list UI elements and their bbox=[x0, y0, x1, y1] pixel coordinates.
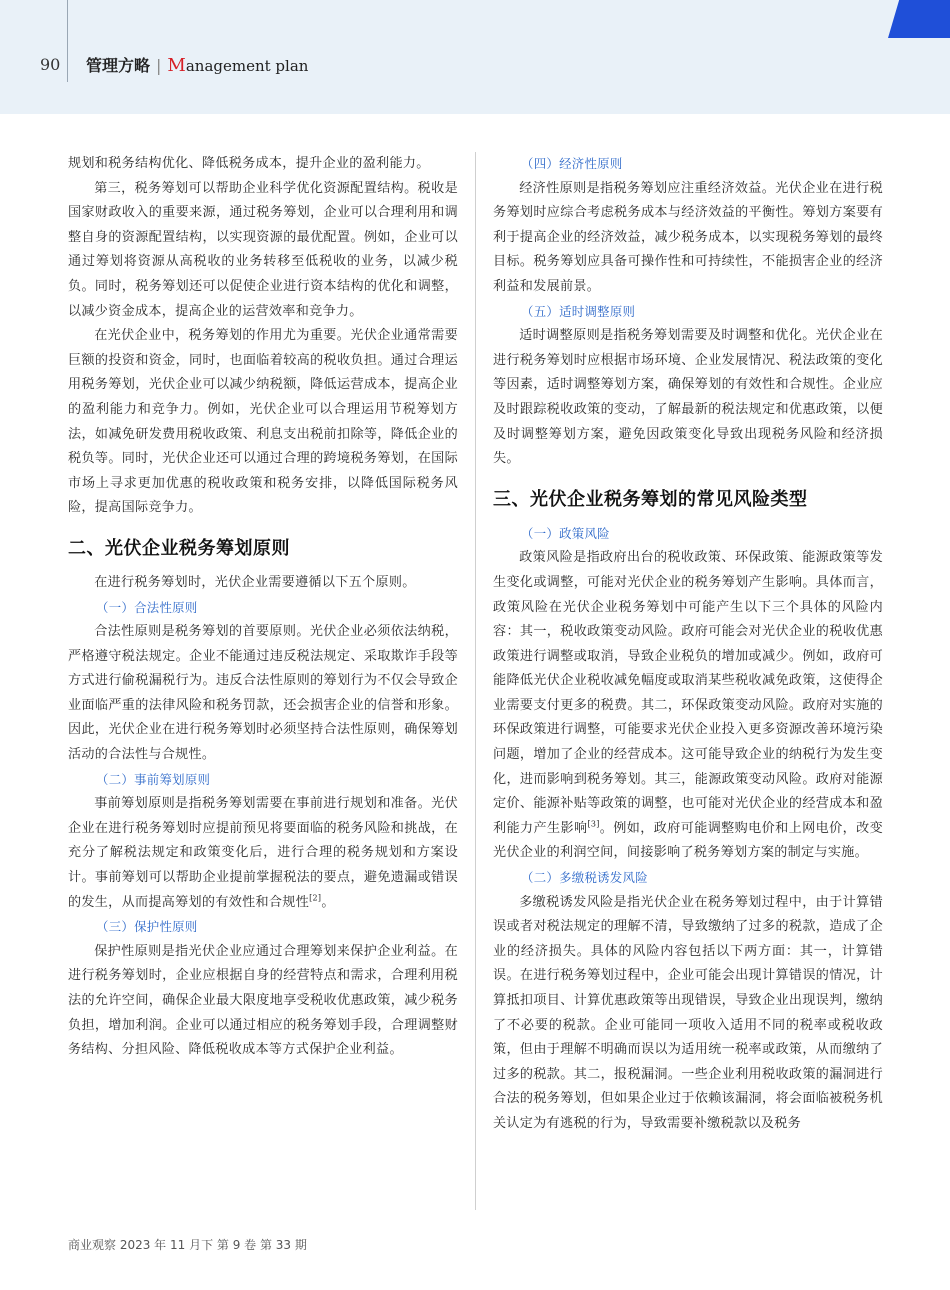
paragraph: 第三，税务筹划可以帮助企业科学优化资源配置结构。税收是国家财政收入的重要来源，通过税务筹划，企业可以合理利用和调整自身的资源配置结构，以实现资源的最优配置。例如，企业可以通过筹划将资源从高税收的业务转移至低税收的业务，以减少税负。同时，税务筹划还可以促使企业进行资本结构的优化和调整，以减少资金成本，提高企业的运营效率和竞争力。 bbox=[68, 180, 458, 319]
paragraph: 适时调整原则是指税务筹划需要及时调整和优化。光伏企业在进行税务筹划时应根据市场环境、企业发展情况、税法政策的变化等因素，适时调整筹划方案，确保筹划的有效性和合规性。企业应及时跟踪税收政策的变动，了解最新的税法规定和优惠政策，以便及时调整筹划方案，避免因政策变化导致出现税务风险和经济损失。 bbox=[493, 328, 883, 467]
subsection-heading: （四）经济性原则 bbox=[521, 156, 623, 171]
left-column bbox=[68, 152, 458, 1063]
section-heading: 三、光伏企业税务筹划的常见风险类型 bbox=[493, 488, 808, 510]
subsection-heading: （五）适时调整原则 bbox=[521, 303, 636, 319]
paragraph: 规划和税务结构优化、降低税务成本，提升企业的盈利能力。 bbox=[68, 156, 430, 171]
paragraph-text: 事前筹划原则是指税务筹划需要在事前进行规划和准备。光伏企业在进行税务筹划时应提前预见将要面临的税务风险和挑战，在充分了解税法规定和政策变化后，进行合理的税务规划和方案设计。事前筹划可以帮助企业提前掌握税法的要点，避免遗漏或错误的发生，从而提高筹划的有效性和合规性 bbox=[68, 796, 458, 910]
section-heading: 二、光伏企业税务筹划原则 bbox=[68, 537, 290, 559]
subsection-heading: （二）事前筹划原则 bbox=[96, 771, 211, 787]
right-column bbox=[493, 152, 883, 1137]
column-name-en-initial: M bbox=[167, 55, 186, 76]
running-header bbox=[86, 53, 308, 76]
paragraph: 多缴税诱发风险是指光伏企业在税务筹划过程中，由于计算错误或者对税法规定的理解不清，导致缴纳了过多的税款，造成了企业的经济损失。具体的风险内容包括以下两方面：其一，计算错误。在进行税务筹划过程中，企业可能会出现计算错误的情况，计算抵扣项目、计算优惠政策等出现错误，导致企业出现误判，缴纳了不必要的税款。企业可能同一项收入适用不同的税率或税收政策，但由于理解不明确而误以为适用统一税率或政策，从而缴纳了过多的税款。其二，报税漏洞。一些企业利用税收政策的漏洞进行合法的税务筹划，但如果企业过于依赖该漏洞，将会面临被税务机关认定为有逃税的行为，导致需要补缴税款以及税务 bbox=[493, 894, 883, 1131]
column-divider bbox=[475, 152, 476, 1210]
paragraph-text-end: 。 bbox=[321, 894, 335, 910]
paragraph: 合法性原则是税务筹划的首要原则。光伏企业必须依法纳税，严格遵守税法规定。企业不能通过违反税法规定、采取欺诈手段等方式进行偷税漏税行为。违反合法性原则的筹划行为不仅会导致企业面临严重的法律风险和税务罚款，还会损害企业的信誉和形象。因此，光伏企业在进行税务筹划时必须坚持合法性原则，确保筹划活动的合法性与合规性。 bbox=[68, 624, 458, 763]
paragraph bbox=[493, 546, 883, 866]
header-separator: | bbox=[156, 56, 162, 75]
column-name-cn: 管理方略 bbox=[86, 56, 151, 75]
paragraph-text: 政策风险是指政府出台的税收政策、环保政策、能源政策等发生变化或调整，可能对光伏企业的税务筹划产生影响。具体而言，政策风险在光伏企业税务筹划中可能产生以下三个具体的风险内容：其一，税收政策变动风险。政府可能会对光伏企业的税收优惠政策进行调整或取消，导致企业税负的增加或减少。例如，政府可能降低光伏企业税收减免幅度或取消某些税收减免政策，这使得企业需要支付更多的税费。其二，环保政策变动风险。政府对实施的环保政策进行调整，可能要求光伏企业投入更多资源改善环境污染问题，增加了企业的经营成本。这可能导致企业的纳税行为发生变化，进而影响到税务筹划。其三，能源政策变动风险。政府对能源定价、能源补贴等政策的调整，也可能对光伏企业的经营成本和盈利能力产生影响 bbox=[493, 550, 883, 836]
subsection-heading: （三）保护性原则 bbox=[96, 919, 198, 935]
column-name-en: anagement plan bbox=[185, 57, 309, 75]
journal-footer: 商业观察 2023 年 11 月下 第 9 卷 第 33 期 bbox=[68, 1238, 307, 1252]
header-divider bbox=[67, 0, 68, 82]
subsection-heading: （二）多缴税诱发风险 bbox=[521, 870, 648, 886]
citation-ref: [2] bbox=[309, 893, 322, 903]
paragraph-text-end: 。例如，政府可能调整购电价和上网电价，改变光伏企业的利润空间，间接影响了税务筹划方案的制定与实施。 bbox=[493, 820, 883, 861]
subsection-heading: （一）合法性原则 bbox=[96, 599, 198, 615]
subsection-heading: （一）政策风险 bbox=[521, 525, 610, 541]
paragraph bbox=[68, 792, 458, 915]
paragraph: 保护性原则是指光伏企业应通过合理筹划来保护企业利益。在进行税务筹划时，企业应根据自身的经营特点和需求，合理利用税法的允许空间，确保企业最大限度地享受税收优惠政策，减少税务负担，增加利润。企业可以通过相应的税务筹划手段，合理调整财务结构、分担风险、降低税收成本等方式保护企业利益。 bbox=[68, 943, 458, 1058]
paragraph: 在光伏企业中，税务筹划的作用尤为重要。光伏企业通常需要巨额的投资和资金，同时，也面临着较高的税收负担。通过合理运用税务筹划，光伏企业可以减少纳税额，降低运营成本，提高企业的盈利能力和竞争力。例如，光伏企业可以合理运用节税筹划方法，如减免研发费用税收政策、利息支出税前扣除等，降低企业的税负等。同时，光伏企业还可以通过合理的跨境税务筹划，在国际市场上寻求更加优惠的税收政策和税务安排，以降低国际税务风险，提高国际竞争力。 bbox=[68, 328, 458, 516]
paragraph: 经济性原则是指税务筹划应注重经济效益。光伏企业在进行税务筹划时应综合考虑税务成本与经济效益的平衡性。筹划方案要有利于提高企业的经济效益，减少税务成本，以实现税务筹划的最终目标。税务筹划应具备可操作性和可持续性，不能损害企业的经济利益和发展前景。 bbox=[493, 180, 883, 294]
paragraph: 在进行税务筹划时，光伏企业需要遵循以下五个原则。 bbox=[94, 574, 416, 590]
citation-ref: [3] bbox=[587, 819, 600, 829]
page-number: 90 bbox=[40, 55, 61, 74]
